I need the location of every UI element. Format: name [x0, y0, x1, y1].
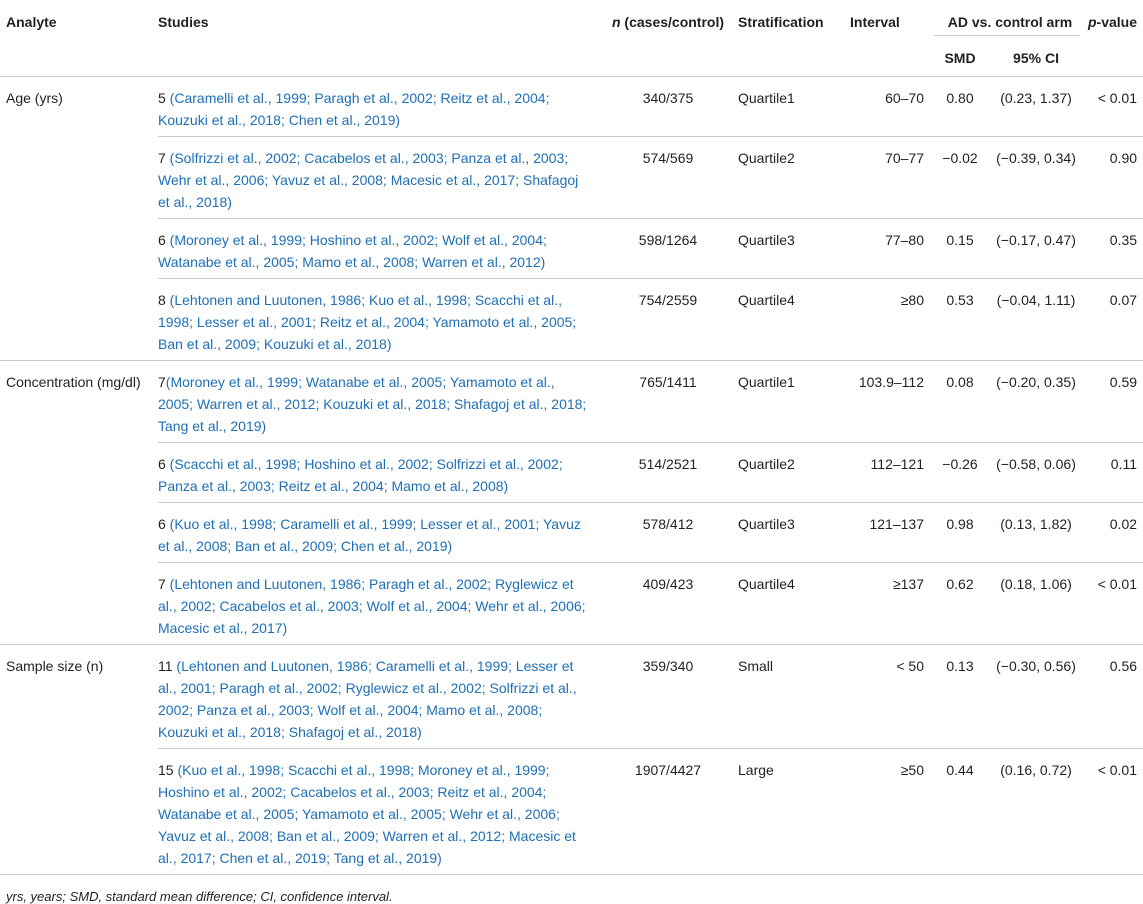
- header-stratification: Stratification: [738, 14, 824, 30]
- study-citations[interactable]: (Lehtonen and Luutonen, 1986; Kuo et al., 1998; Scacchi et al., 1998; Lesser et al., 2001; Reitz et al., 2004; Yamamoto et al., 2005; Ban et al., 2009; Kouzuki et al., 2018): [158, 291, 577, 352]
- interval-cell: 121–137: [842, 502, 934, 562]
- study-citations[interactable]: (Kuo et al., 1998; Caramelli et al., 1999; Lesser et al., 2001; Yavuz et al., 2008; Ban et al., 2009; Chen et al., 2019): [158, 515, 581, 554]
- header-p-symbol: p: [1087, 14, 1097, 30]
- header-arm: [934, 0, 1086, 36]
- ci-cell: (0.23, 1.37): [986, 76, 1086, 136]
- header-blank: [0, 36, 158, 76]
- study-count: 5: [158, 89, 166, 106]
- table-row: [0, 562, 1143, 644]
- smd-cell: 0.80: [934, 76, 986, 136]
- header-blank: [600, 36, 736, 76]
- stratification-cell: Quartile4: [736, 562, 842, 644]
- interval-cell: 103.9–112: [842, 360, 934, 442]
- interval-cell: 112–121: [842, 442, 934, 502]
- study-citations[interactable]: (Kuo et al., 1998; Scacchi et al., 1998; Moroney et al., 1999; Hoshino et al., 2002; Cacabelos et al., 2003; Reitz et al., 2004; Watanabe et al., 2005; Yamamoto et al., 2005; Wehr et al., 2006; Yavuz et al., 2008; Ban et al., 2009; Warren et al., 2012; Macesic et al., 2017; Chen et al., 2019; Tang et al., 2019): [158, 761, 576, 866]
- header-arm-label: AD vs. control arm: [947, 14, 1073, 30]
- studies-cell: [158, 748, 600, 874]
- arm-divider: [934, 35, 1080, 36]
- smd-cell: −0.26: [934, 442, 986, 502]
- smd-cell: 0.13: [934, 644, 986, 748]
- study-count: 7: [158, 149, 166, 166]
- study-count: 15: [158, 761, 174, 778]
- smd-cell: 0.08: [934, 360, 986, 442]
- analyte-cell: [0, 218, 158, 278]
- n-cell: 340/375: [600, 76, 736, 136]
- stratification-cell: Quartile1: [736, 76, 842, 136]
- smd-cell: 0.53: [934, 278, 986, 360]
- header-blank: [736, 36, 842, 76]
- ci-cell: (0.16, 0.72): [986, 748, 1086, 874]
- analyte-cell: [0, 562, 158, 644]
- interval-cell: ≥50: [842, 748, 934, 874]
- header-blank: [842, 36, 934, 76]
- header-blank: [158, 36, 600, 76]
- studies-cell: [158, 644, 600, 748]
- study-citations[interactable]: (Lehtonen and Luutonen, 1986; Caramelli et al., 1999; Lesser et al., 2001; Paragh et al., 2002; Ryglewicz et al., 2002; Solfrizzi et al., 2002; Panza et al., 2003; Wolf et al., 2004; Mamo et al., 2008; Kouzuki et al., 2018; Shafagoj et al., 2018): [158, 657, 577, 740]
- stratification-cell: Quartile2: [736, 442, 842, 502]
- table-row: [0, 360, 1143, 442]
- header-interval: Interval: [850, 14, 900, 30]
- study-count: 7: [158, 373, 166, 390]
- n-cell: 578/412: [600, 502, 736, 562]
- header-ci: 95% CI: [986, 36, 1086, 76]
- header-n-symbol: n: [611, 14, 621, 30]
- table-body: [0, 76, 1143, 874]
- analyte-cell: [0, 748, 158, 874]
- table-row: [0, 644, 1143, 748]
- table-row: [0, 136, 1143, 218]
- n-cell: 359/340: [600, 644, 736, 748]
- table-row: [0, 278, 1143, 360]
- n-cell: 765/1411: [600, 360, 736, 442]
- studies-cell: [158, 360, 600, 442]
- header-smd: SMD: [934, 36, 986, 76]
- interval-cell: 70–77: [842, 136, 934, 218]
- pvalue-cell: < 0.01: [1086, 76, 1143, 136]
- table-footnote: yrs, years; SMD, standard mean difference; CI, confidence interval.: [6, 888, 393, 904]
- pvalue-cell: 0.59: [1086, 360, 1143, 442]
- n-cell: 1907/4427: [600, 748, 736, 874]
- smd-cell: −0.02: [934, 136, 986, 218]
- ci-cell: (−0.58, 0.06): [986, 442, 1086, 502]
- studies-cell: [158, 76, 600, 136]
- ci-cell: (−0.20, 0.35): [986, 360, 1086, 442]
- header-analyte: Analyte: [6, 14, 57, 30]
- header-n: [600, 0, 736, 36]
- table-row: [0, 502, 1143, 562]
- ci-cell: (−0.04, 1.11): [986, 278, 1086, 360]
- study-citations[interactable]: (Lehtonen and Luutonen, 1986; Paragh et al., 2002; Ryglewicz et al., 2002; Cacabelos et al., 2003; Wolf et al., 2004; Wehr et al., 2006; Macesic et al., 2017): [158, 575, 586, 636]
- stratification-cell: Quartile3: [736, 218, 842, 278]
- stratification-cell: Quartile3: [736, 502, 842, 562]
- ci-cell: (0.13, 1.82): [986, 502, 1086, 562]
- ci-cell: (−0.17, 0.47): [986, 218, 1086, 278]
- study-citations[interactable]: (Moroney et al., 1999; Watanabe et al., 2005; Yamamoto et al., 2005; Warren et al., 2012; Kouzuki et al., 2018; Shafagoj et al., 2018; Tang et al., 2019): [158, 373, 587, 434]
- table-row: [0, 76, 1143, 136]
- pvalue-cell: 0.35: [1086, 218, 1143, 278]
- study-citations[interactable]: (Solfrizzi et al., 2002; Cacabelos et al., 2003; Panza et al., 2003; Wehr et al., 2006; Yavuz et al., 2008; Macesic et al., 2017; Shafagoj et al., 2018): [158, 149, 579, 210]
- smd-cell: 0.44: [934, 748, 986, 874]
- pvalue-cell: < 0.01: [1086, 562, 1143, 644]
- analyte-cell: [0, 442, 158, 502]
- studies-cell: [158, 442, 600, 502]
- pvalue-cell: 0.02: [1086, 502, 1143, 562]
- analyte-cell: Sample size (n): [6, 657, 104, 674]
- studies-cell: [158, 218, 600, 278]
- stratification-cell: Quartile2: [736, 136, 842, 218]
- study-citations[interactable]: (Scacchi et al., 1998; Hoshino et al., 2002; Solfrizzi et al., 2002; Panza et al., 2003; Reitz et al., 2004; Mamo et al., 2008): [158, 455, 563, 494]
- pvalue-cell: 0.90: [1086, 136, 1143, 218]
- studies-cell: [158, 136, 600, 218]
- stratification-cell: Large: [736, 748, 842, 874]
- studies-cell: [158, 562, 600, 644]
- interval-cell: 77–80: [842, 218, 934, 278]
- header-n-label: (cases/control): [620, 14, 725, 30]
- header-p-label: -value: [1096, 14, 1138, 30]
- n-cell: 574/569: [600, 136, 736, 218]
- n-cell: 409/423: [600, 562, 736, 644]
- pvalue-cell: 0.56: [1086, 644, 1143, 748]
- n-cell: 514/2521: [600, 442, 736, 502]
- analyte-cell: [0, 502, 158, 562]
- header-studies: Studies: [158, 14, 209, 30]
- table-row: [0, 442, 1143, 502]
- table-row: [0, 218, 1143, 278]
- analyte-cell: Age (yrs): [6, 89, 63, 106]
- interval-cell: < 50: [842, 644, 934, 748]
- interval-cell: ≥137: [842, 562, 934, 644]
- stratification-cell: Small: [736, 644, 842, 748]
- analyte-cell: Concentration (mg/dl): [6, 373, 141, 390]
- interval-cell: 60–70: [842, 76, 934, 136]
- analyte-cell: [0, 136, 158, 218]
- study-count: 6: [158, 231, 166, 248]
- pvalue-cell: 0.11: [1086, 442, 1143, 502]
- smd-cell: 0.15: [934, 218, 986, 278]
- ci-cell: (−0.30, 0.56): [986, 644, 1086, 748]
- stratification-cell: Quartile4: [736, 278, 842, 360]
- table-row: [0, 748, 1143, 874]
- study-citations[interactable]: (Caramelli et al., 1999; Paragh et al., 2002; Reitz et al., 2004; Kouzuki et al., 2018; Chen et al., 2019): [158, 89, 550, 128]
- smd-cell: 0.98: [934, 502, 986, 562]
- study-count: 11: [158, 657, 173, 674]
- header-pvalue: [1086, 0, 1143, 36]
- stratification-cell: Quartile1: [736, 360, 842, 442]
- pvalue-cell: 0.07: [1086, 278, 1143, 360]
- study-count: 8: [158, 291, 166, 308]
- study-count: 7: [158, 575, 166, 592]
- n-cell: 754/2559: [600, 278, 736, 360]
- study-count: 6: [158, 455, 166, 472]
- study-citations[interactable]: (Moroney et al., 1999; Hoshino et al., 2002; Wolf et al., 2004; Watanabe et al., 2005; Mamo et al., 2008; Warren et al., 2012): [158, 231, 547, 270]
- pvalue-cell: < 0.01: [1086, 748, 1143, 874]
- n-cell: 598/1264: [600, 218, 736, 278]
- smd-cell: 0.62: [934, 562, 986, 644]
- interval-cell: ≥80: [842, 278, 934, 360]
- ci-cell: (0.18, 1.06): [986, 562, 1086, 644]
- studies-cell: [158, 278, 600, 360]
- studies-cell: [158, 502, 600, 562]
- analyte-cell: [0, 278, 158, 360]
- study-count: 6: [158, 515, 166, 532]
- header-blank: [1086, 36, 1143, 76]
- ci-cell: (−0.39, 0.34): [986, 136, 1086, 218]
